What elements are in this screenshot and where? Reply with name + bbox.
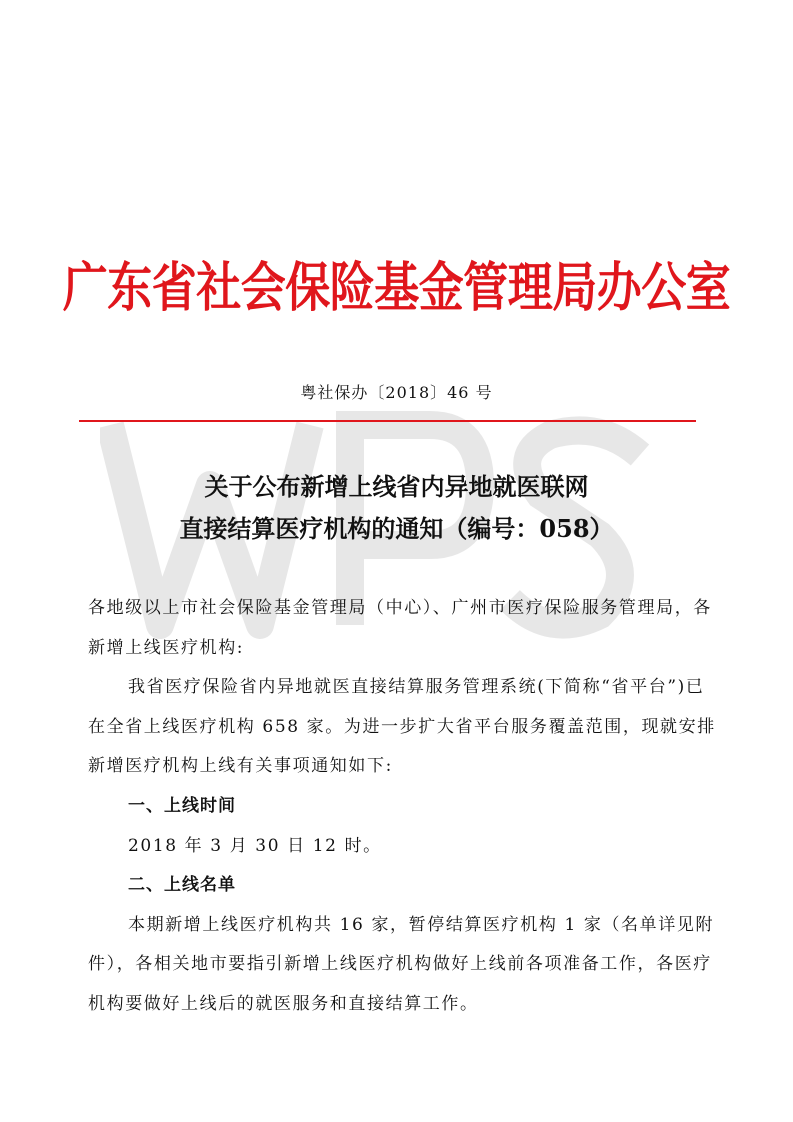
section2-heading: 二、上线名单 (128, 875, 236, 896)
section1-text: 2018 年 3 月 30 日 12 时。 (128, 835, 382, 856)
section2-text: 本期新增上线医疗机构共 16 家，暂停结算医疗机构 1 家（名单详见附件），各相关地市要指引新增上线医疗机构做好上线前各项准备工作，各医疗机构要做好上线后的就医服务和直接结算工作。 (88, 914, 715, 1014)
intro-paragraph: 我省医疗保险省内异地就医直接结算服务管理系统(下简称“省平台”)已在全省上线医疗机构 658 家。为进一步扩大省平台服务覆盖范围，现就安排新增医疗机构上线有关事项通知如下: (88, 677, 716, 777)
organization-title: 广东省社会保险基金管理局办公室 (62, 256, 731, 319)
salutation: 各地级以上市社会保险基金管理局（中心）、广州市医疗保险服务管理局，各新增上线医疗机构: (88, 598, 712, 658)
notice-body (88, 589, 716, 1025)
notice-title-line2: 直接结算医疗机构的通知（编号：058） (179, 514, 614, 543)
document-number: 粤社保办〔2018〕46 号 (300, 383, 493, 402)
notice-title-line1: 关于公布新增上线省内异地就医联网 (204, 472, 589, 501)
section1-heading: 一、上线时间 (128, 795, 236, 816)
notice-title (0, 466, 793, 550)
red-divider-line (79, 420, 696, 422)
